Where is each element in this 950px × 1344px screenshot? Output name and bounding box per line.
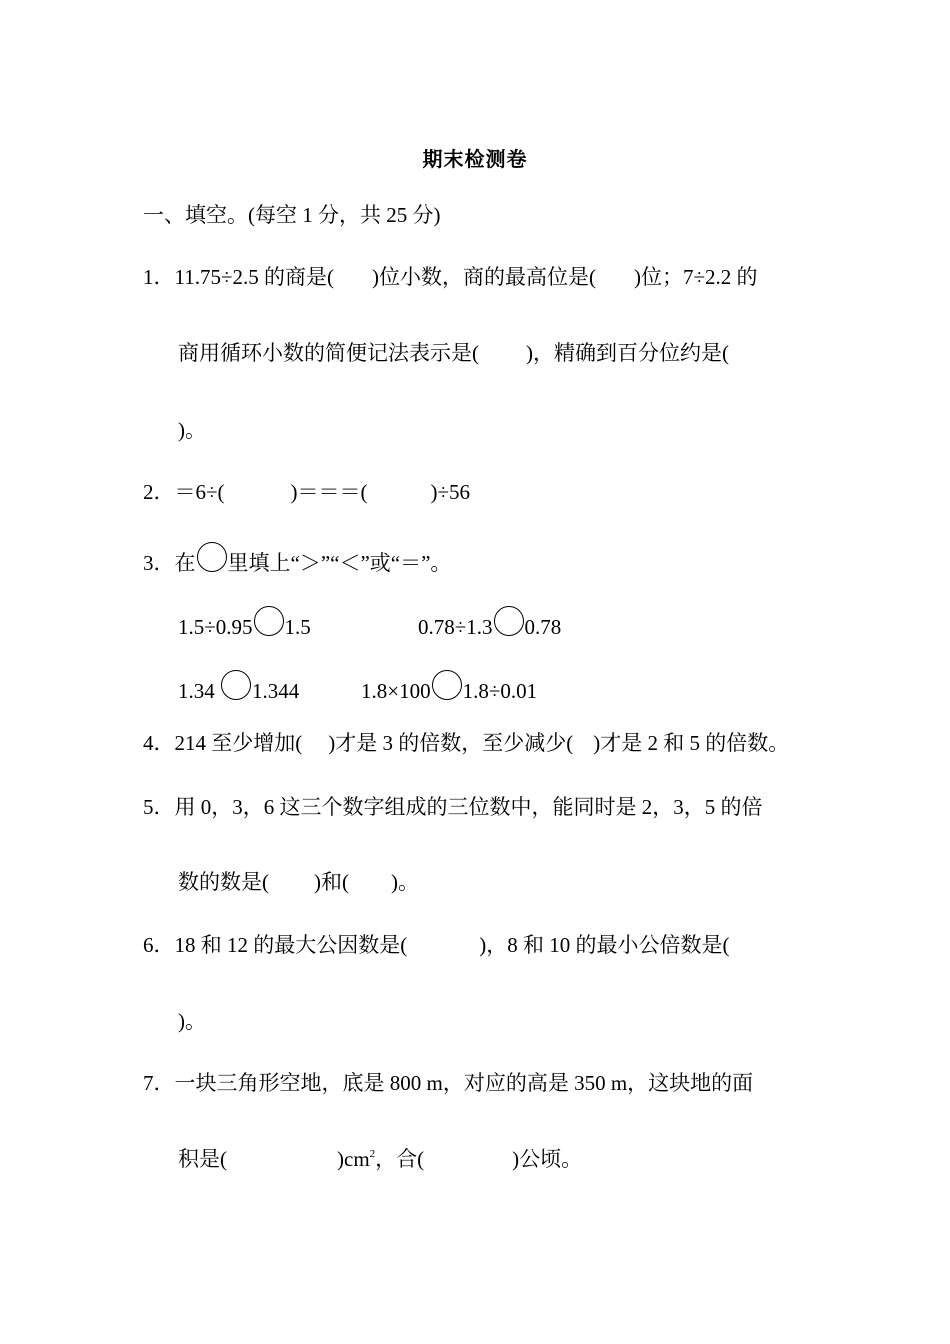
question-1-line-1 [143, 267, 758, 288]
comparison-left: 0.78÷1.3 [418, 615, 493, 639]
question-1-line-3: )。 [178, 418, 206, 442]
question-6-line-2: )。 [178, 1009, 206, 1033]
question-text: )÷56 [430, 480, 471, 504]
page-title: 期末检测卷 [422, 147, 528, 171]
question-text: )。 [391, 870, 419, 894]
question-number: 5． [143, 795, 175, 819]
question-text: 里填上“＞”“＜”或“＝”。 [227, 551, 452, 575]
question-number: 2． [143, 480, 175, 504]
question-text: 一块三角形空地，底是 800 m，对应的高是 350 m，这块地的面 [174, 1071, 754, 1095]
question-5-line-2 [178, 872, 419, 893]
comparison-left: 1.5÷0.95 [178, 615, 253, 639]
question-text: 214 至少增加( [174, 731, 303, 755]
comparison-right: 1.8÷0.01 [462, 679, 538, 703]
comparison-1 [178, 606, 311, 638]
comparison-left: 1.34 [178, 679, 220, 703]
question-number: 4． [143, 731, 175, 755]
comparison-2 [418, 606, 561, 638]
question-7-line-2 [178, 1149, 582, 1170]
compare-circle-icon [197, 542, 227, 572]
question-number: 7． [143, 1071, 175, 1095]
compare-circle-input[interactable] [221, 670, 251, 700]
comparison-3 [178, 670, 299, 702]
question-text: 数的数是( [178, 870, 269, 894]
question-text: 商用循环小数的简便记法表示是( [178, 341, 479, 365]
comparison-right: 1.344 [252, 679, 300, 703]
question-4 [143, 733, 789, 754]
compare-circle-input[interactable] [494, 606, 524, 636]
question-3-instruction [143, 542, 451, 574]
question-1-line-2 [178, 343, 729, 364]
question-7-line-1 [143, 1073, 753, 1094]
question-text: )才是 2 和 5 的倍数。 [593, 731, 790, 755]
comparison-4 [361, 670, 537, 702]
question-text: )公顷。 [512, 1147, 583, 1171]
question-text: ＝6÷( [174, 480, 225, 504]
question-number: 6． [143, 933, 175, 957]
question-6-line-1 [143, 935, 730, 956]
question-text: )位；7÷2.2 的 [634, 265, 758, 289]
superscript: 2 [369, 1148, 376, 1160]
section-heading: 一、填空。(每空 1 分，共 25 分) [143, 203, 441, 227]
question-text: )和( [314, 870, 349, 894]
question-text: )cm [337, 1147, 370, 1171]
question-5-line-1 [143, 797, 763, 818]
question-number: 1． [143, 265, 175, 289]
comparison-right: 1.5 [284, 615, 311, 639]
question-2 [143, 482, 470, 503]
compare-circle-input[interactable] [254, 606, 284, 636]
question-text: )，精确到百分位约是( [526, 341, 729, 365]
question-text: ，合( [375, 1147, 425, 1171]
question-text: )位小数，商的最高位是( [372, 265, 596, 289]
comparison-right: 0.78 [524, 615, 562, 639]
question-text: 18 和 12 的最大公因数是( [174, 933, 408, 957]
question-text: )才是 3 的倍数，至少减少( [328, 731, 574, 755]
question-text: 11.75÷2.5 的商是( [174, 265, 334, 289]
question-text: )，8 和 10 的最小公倍数是( [479, 933, 730, 957]
question-text: 在 [174, 551, 196, 575]
question-text: )＝＝＝( [290, 480, 368, 504]
compare-circle-input[interactable] [432, 670, 462, 700]
question-text: 用 0，3，6 这三个数字组成的三位数中，能同时是 2，3，5 的倍 [174, 795, 763, 819]
comparison-left: 1.8×100 [361, 679, 431, 703]
question-text: 积是( [178, 1147, 227, 1171]
question-number: 3． [143, 551, 175, 575]
